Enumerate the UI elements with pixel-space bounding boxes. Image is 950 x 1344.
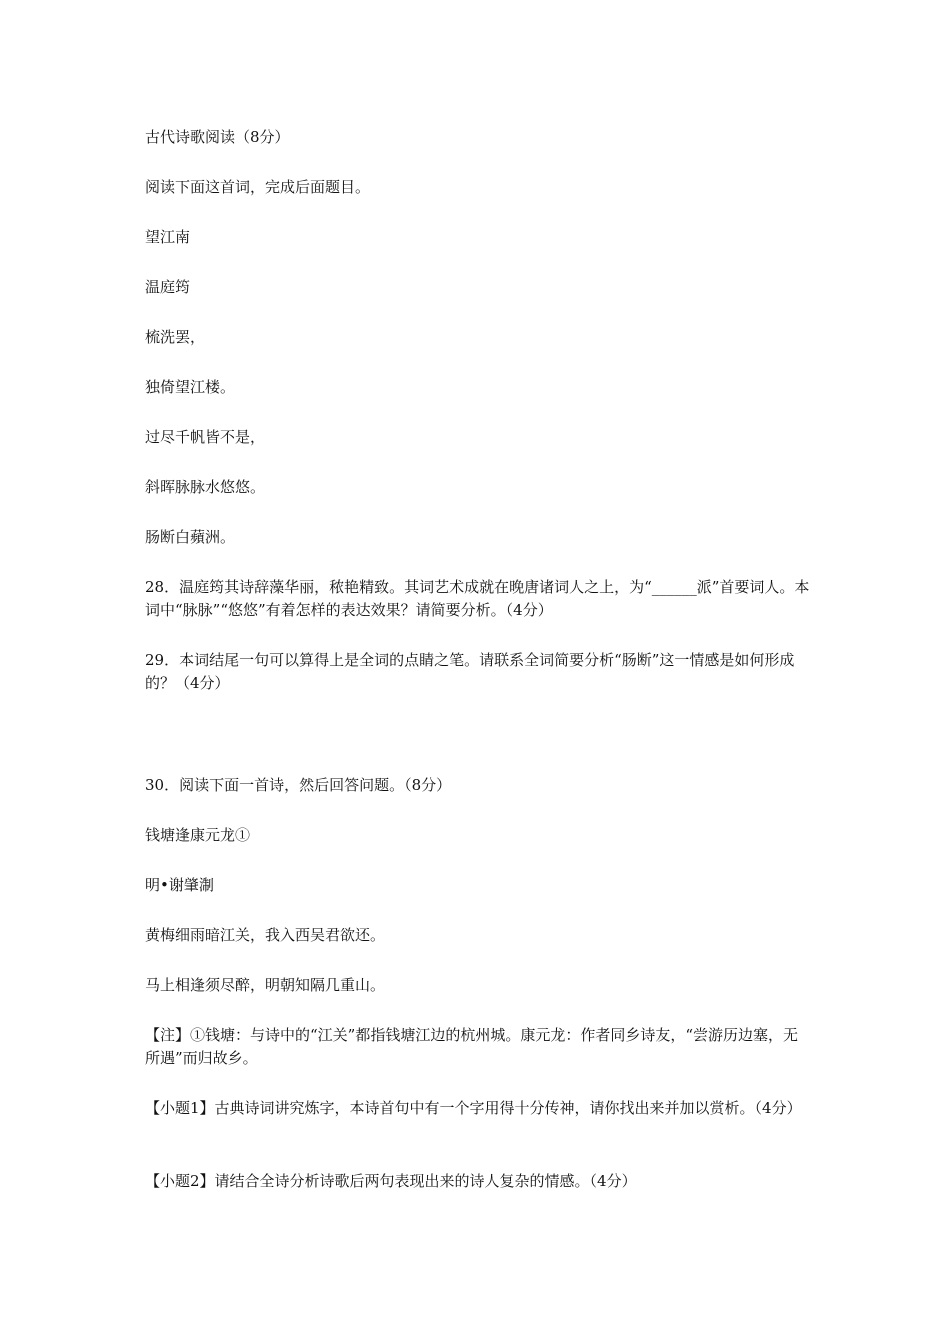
section-heading: 30．阅读下面一首诗，然后回答问题。（8分） xyxy=(145,776,452,794)
annotation-note: 【注】①钱塘：与诗中的“江关”都指钱塘江边的杭州城。康元龙：作者同乡诗友，“尝游历边塞，无所遇”而归故乡。 xyxy=(145,1026,799,1067)
poem-line: 过尽千帆皆不是， xyxy=(145,428,266,446)
poem-author: 温庭筠 xyxy=(145,278,191,296)
poem-line: 肠断白蘋洲。 xyxy=(145,528,236,546)
poem-line: 独倚望江楼。 xyxy=(145,378,236,396)
instruction-text: 阅读下面这首词，完成后面题目。 xyxy=(145,178,371,196)
poem-author: 明•谢肇淛 xyxy=(145,876,214,894)
poem-line: 马上相逢须尽醉，明朝知隔几重山。 xyxy=(145,976,386,994)
question-28: 28．温庭筠其诗辞藻华丽，秾艳精致。其词艺术成就在晚唐诸词人之上，为“______派”首要词人。本词中“脉脉”“悠悠”有着怎样的表达效果？请简要分析。（4分） xyxy=(145,578,810,619)
poem-line: 斜晖脉脉水悠悠。 xyxy=(145,478,266,496)
poem-line: 黄梅细雨暗江关，我入西吴君欲还。 xyxy=(145,926,386,944)
question-29: 29．本词结尾一句可以算得上是全词的点睛之笔。请联系全词简要分析“肠断”这一情感是如何形成的？（4分） xyxy=(145,651,795,692)
sub-question-1: 【小题1】古典诗词讲究炼字，本诗首句中有一个字用得十分传神，请你找出来并加以赏析。（4分） xyxy=(145,1099,802,1117)
sub-question-2: 【小题2】请结合全诗分析诗歌后两句表现出来的诗人复杂的情感。（4分） xyxy=(145,1172,637,1190)
poem-title: 望江南 xyxy=(145,228,191,246)
poem-title: 钱塘逢康元龙① xyxy=(145,826,251,844)
poem-line: 梳洗罢， xyxy=(145,328,206,346)
section-heading: 古代诗歌阅读（8分） xyxy=(145,128,290,146)
